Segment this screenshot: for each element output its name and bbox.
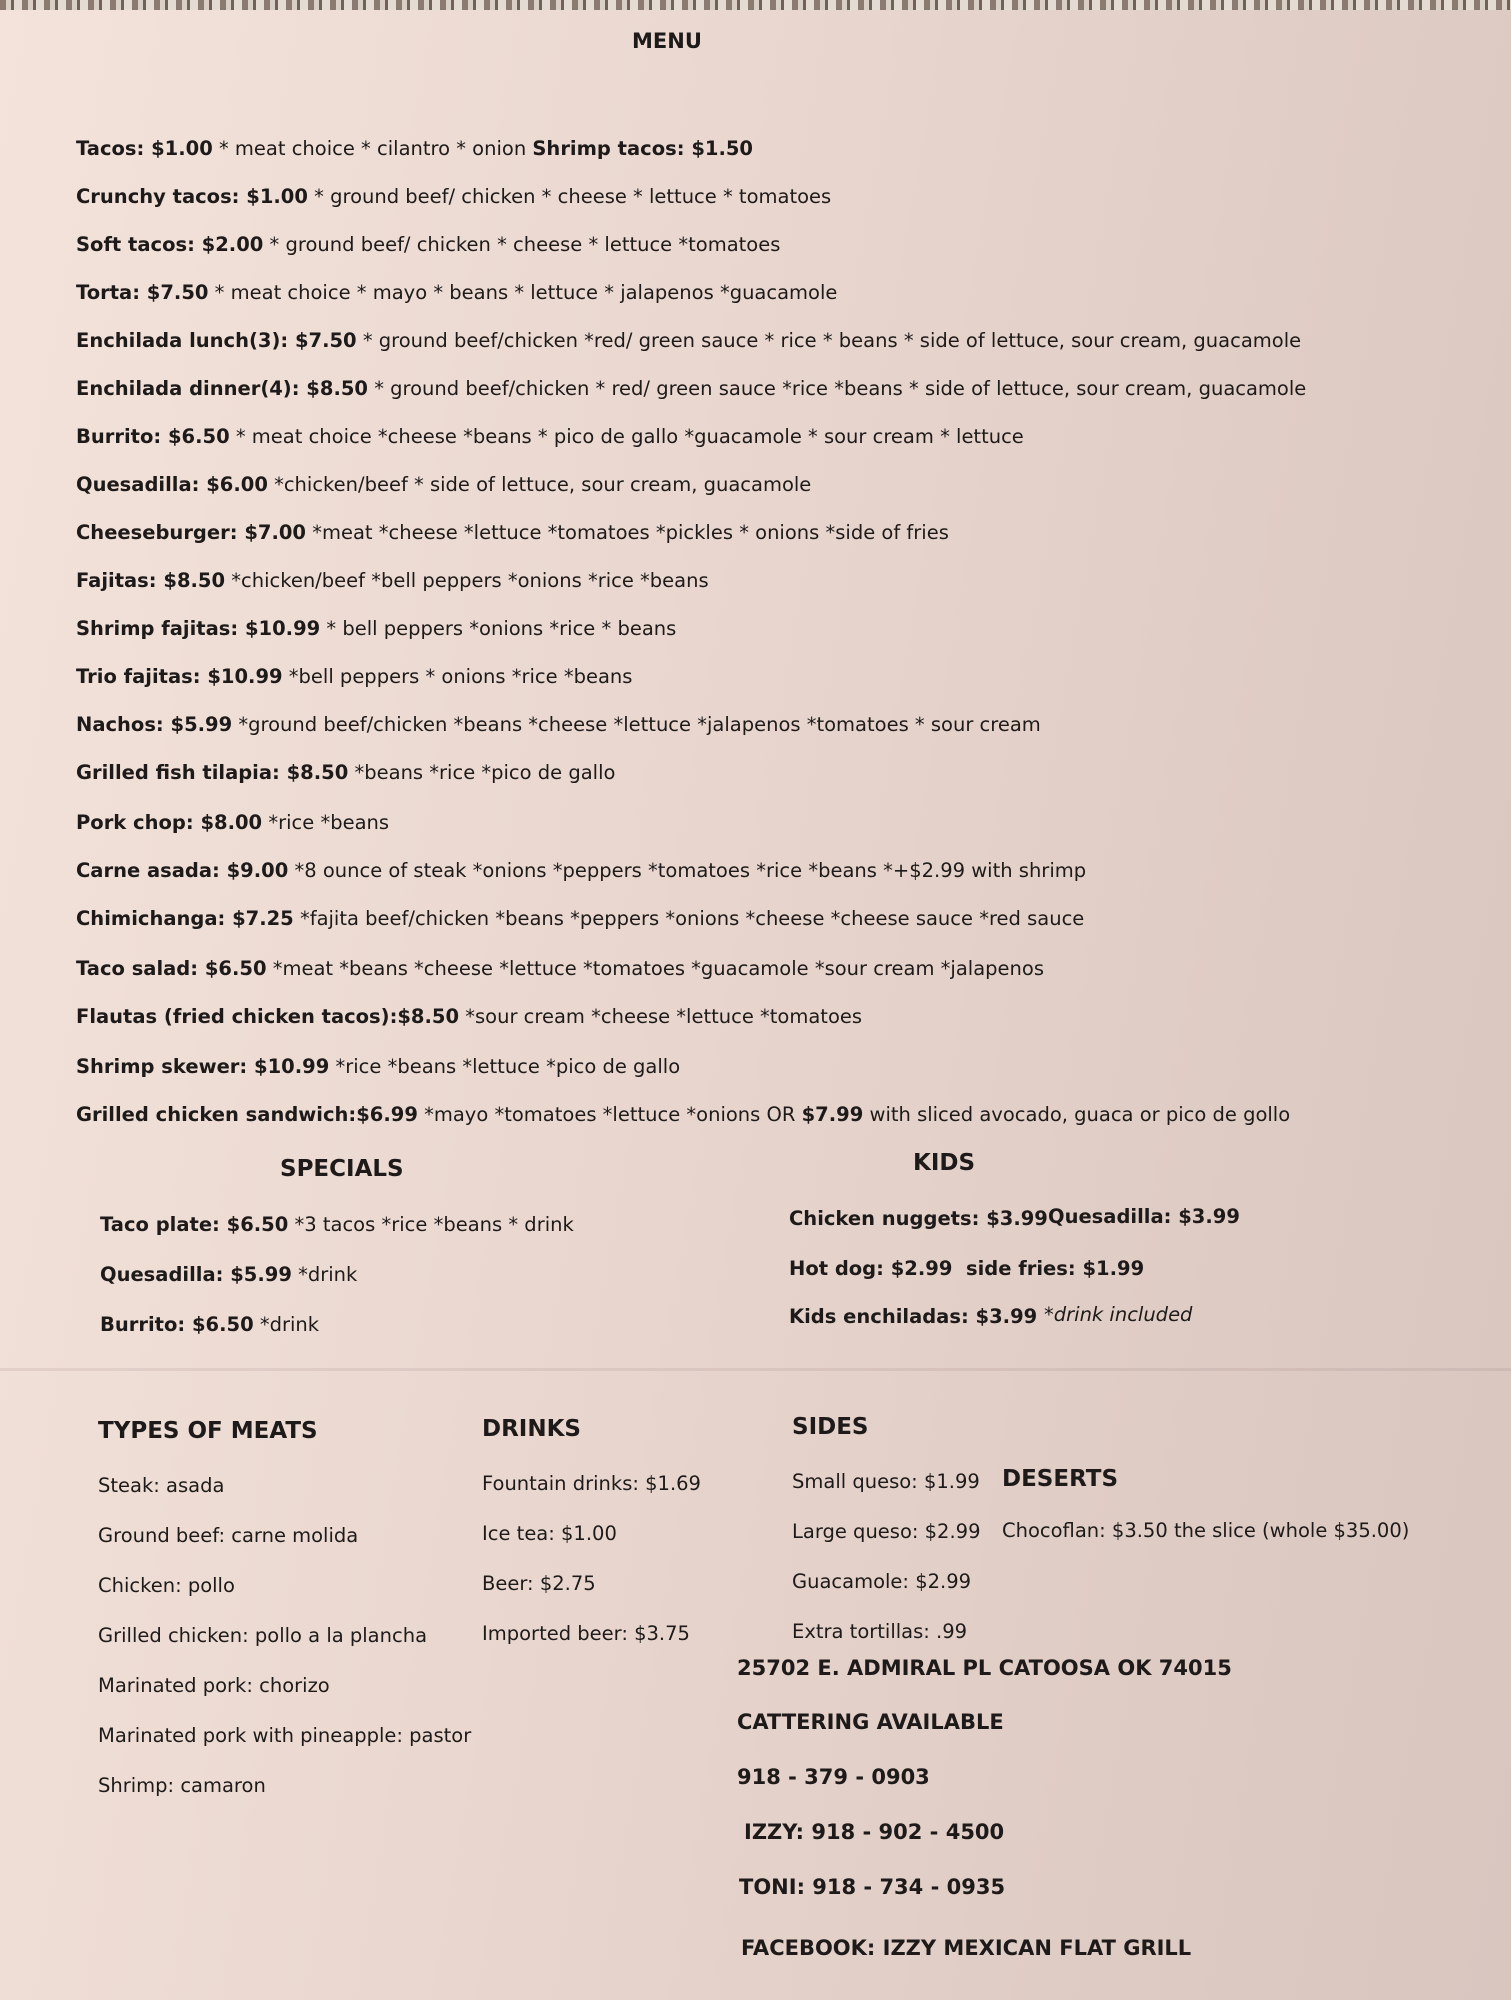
menu-item: Quesadilla: $6.00 *chicken/beef * side of lettuce, sour cream, guacamole	[76, 473, 812, 496]
drink-item: Fountain drinks: $1.69	[482, 1472, 701, 1495]
drinks-heading: DRINKS	[482, 1416, 581, 1442]
paper-fold	[0, 1368, 1511, 1371]
menu-item: Chimichanga: $7.25 *fajita beef/chicken *beans *peppers *onions *cheese *cheese sauce *red sauce	[76, 907, 1085, 930]
kids-heading: KIDS	[913, 1150, 976, 1176]
kids-item: Chicken nuggets: $3.99	[789, 1207, 1048, 1230]
meat-item: Chicken: pollo	[98, 1574, 235, 1597]
izzy-phone: IZZY: 918 - 902 - 4500	[744, 1820, 1005, 1844]
facebook-handle: FACEBOOK: IZZY MEXICAN FLAT GRILL	[741, 1936, 1192, 1960]
kids-item: side fries: $1.99	[966, 1257, 1145, 1280]
side-item: Extra tortillas: .99	[792, 1620, 968, 1643]
address: 25702 E. ADMIRAL PL CATOOSA OK 74015	[737, 1656, 1232, 1680]
menu-item: Soft tacos: $2.00 * ground beef/ chicken * cheese * lettuce *tomatoes	[76, 233, 781, 256]
special-item: Taco plate: $6.50 *3 tacos *rice *beans * drink	[100, 1213, 574, 1236]
menu-item: Torta: $7.50 * meat choice * mayo * beans * lettuce * jalapenos *guacamole	[76, 281, 838, 304]
meat-item: Grilled chicken: pollo a la plancha	[98, 1624, 428, 1647]
drink-item: Ice tea: $1.00	[482, 1522, 617, 1545]
sides-heading: SIDES	[792, 1414, 869, 1440]
meat-item: Steak: asada	[98, 1474, 225, 1497]
special-item: Burrito: $6.50 *drink	[100, 1313, 320, 1336]
menu-item: Nachos: $5.99 *ground beef/chicken *beans *cheese *lettuce *jalapenos *tomatoes * sour cream	[76, 713, 1041, 736]
menu-title: MENU	[632, 29, 702, 53]
drinks-list	[482, 1472, 701, 1672]
menu-item: Burrito: $6.50 * meat choice *cheese *beans * pico de gallo *guacamole * sour cream * lettuce	[76, 425, 1024, 448]
menu-item: Cheeseburger: $7.00 *meat *cheese *lettuce *tomatoes *pickles * onions *side of fries	[76, 521, 949, 544]
menu-item: Flautas (fried chicken tacos):$8.50 *sour cream *cheese *lettuce *tomatoes	[76, 1005, 863, 1028]
phone-number: 918 - 379 - 0903	[737, 1765, 930, 1789]
kids-item: Kids enchiladas: $3.99	[789, 1305, 1038, 1328]
menu-item: Pork chop: $8.00 *rice *beans	[76, 811, 390, 834]
meat-item: Marinated pork: chorizo	[98, 1674, 330, 1697]
kids-item: Quesadilla: $3.99	[1048, 1205, 1240, 1228]
meat-item: Shrimp: camaron	[98, 1774, 266, 1797]
menu-item: Taco salad: $6.50 *meat *beans *cheese *lettuce *tomatoes *guacamole *sour cream *jalapenos	[76, 957, 1044, 980]
drink-item: Beer: $2.75	[482, 1572, 596, 1595]
deserts-heading: DESERTS	[1002, 1466, 1119, 1492]
kids-item: Hot dog: $2.99	[789, 1257, 953, 1280]
meats-heading: TYPES OF MEATS	[98, 1418, 318, 1444]
menu-item: Fajitas: $8.50 *chicken/beef *bell peppers *onions *rice *beans	[76, 569, 709, 592]
side-item: Small queso: $1.99	[792, 1470, 980, 1493]
special-item: Quesadilla: $5.99 *drink	[100, 1263, 358, 1286]
menu-item: Carne asada: $9.00 *8 ounce of steak *onions *peppers *tomatoes *rice *beans *+$2.99 with shrimp	[76, 859, 1087, 882]
menu-item: Grilled chicken sandwich:$6.99 *mayo *tomatoes *lettuce *onions OR $7.99 with sliced avocado, guaca or pico de gollo	[76, 1103, 1291, 1126]
side-item: Large queso: $2.99	[792, 1520, 981, 1543]
menu-item: Tacos: $1.00 * meat choice * cilantro * onion Shrimp tacos: $1.50	[76, 137, 753, 160]
specials-heading: SPECIALS	[280, 1156, 404, 1182]
menu-item: Trio fajitas: $10.99 *bell peppers * onions *rice *beans	[76, 665, 633, 688]
menu-item: Enchilada dinner(4): $8.50 * ground beef/chicken * red/ green sauce *rice *beans * side of lettuce, sour cream, guacamole	[76, 377, 1307, 400]
toni-phone: TONI: 918 - 734 - 0935	[739, 1875, 1006, 1899]
catering-note: CATTERING AVAILABLE	[737, 1710, 1004, 1734]
side-item: Guacamole: $2.99	[792, 1570, 972, 1593]
drink-item: Imported beer: $3.75	[482, 1622, 690, 1645]
menu-item: Crunchy tacos: $1.00 * ground beef/ chicken * cheese * lettuce * tomatoes	[76, 185, 832, 208]
menu-item: Enchilada lunch(3): $7.50 * ground beef/chicken *red/ green sauce * rice * beans * side of lettuce, sour cream, guacamole	[76, 329, 1302, 352]
menu-item: Grilled fish tilapia: $8.50 *beans *rice *pico de gallo	[76, 761, 616, 784]
sides-list	[792, 1470, 980, 1670]
kids-drink-note: *drink included	[1044, 1303, 1193, 1326]
top-edge-strip	[0, 0, 1511, 10]
meat-item: Ground beef: carne molida	[98, 1524, 359, 1547]
meat-item: Marinated pork with pineapple: pastor	[98, 1724, 472, 1747]
meats-list	[98, 1474, 471, 1824]
menu-item: Shrimp fajitas: $10.99 * bell peppers *onions *rice * beans	[76, 617, 677, 640]
desert-item: Chocoflan: $3.50 the slice (whole $35.00)	[1002, 1519, 1410, 1542]
menu-item: Shrimp skewer: $10.99 *rice *beans *lettuce *pico de gallo	[76, 1055, 681, 1078]
